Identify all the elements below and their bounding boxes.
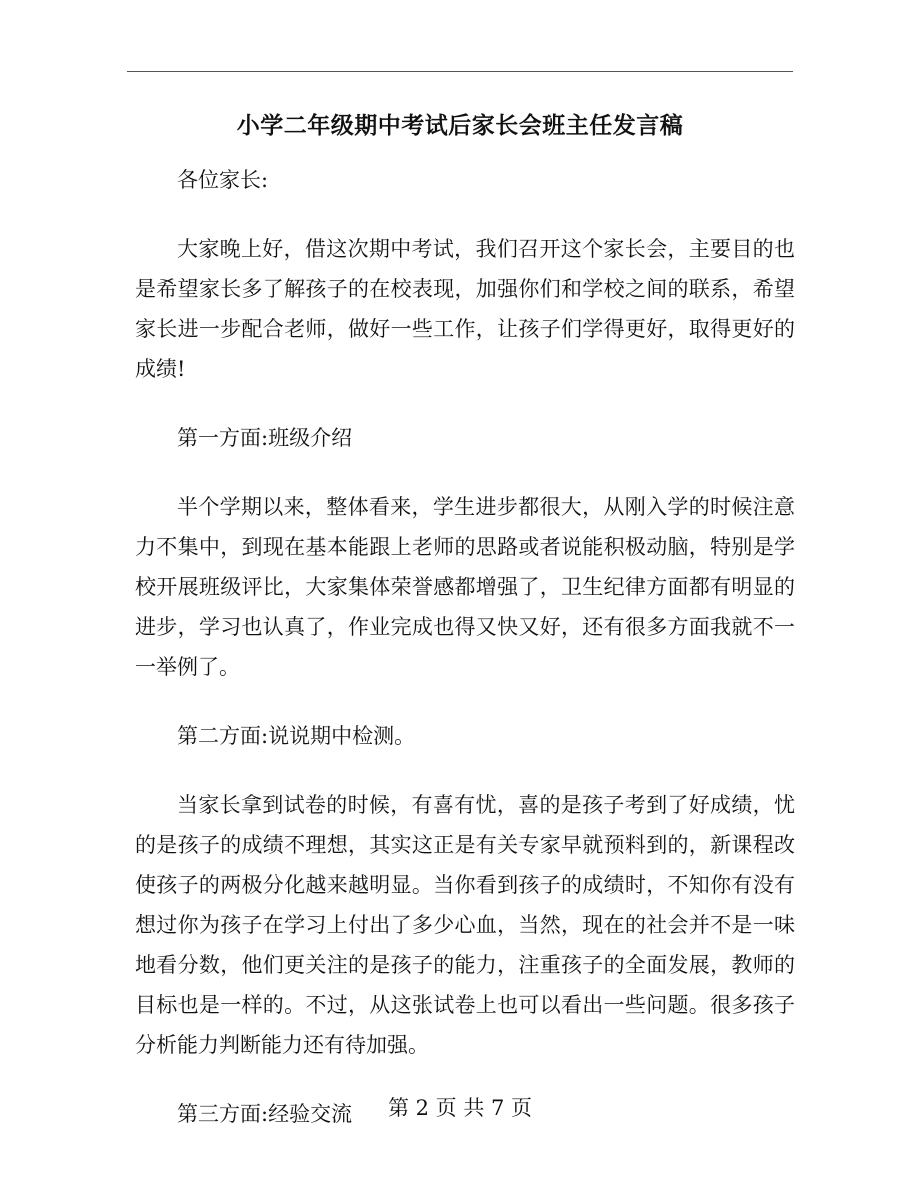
header-rule (127, 71, 793, 72)
document-title: 小学二年级期中考试后家长会班主任发言稿 (236, 112, 684, 139)
document-body (135, 160, 795, 1163)
paragraph-intro: 大家晚上好，借这次期中考试，我们召开这个家长会，主要目的也是希望家长多了解孩子的在校表现，加强你们和学校之间的联系，希望家长进一步配合老师，做好一些工作，让孩子们学得更好，取得更好的成绩! (135, 237, 795, 381)
section-heading-class-intro: 第一方面:班级介绍 (177, 426, 353, 450)
paragraph-class-intro: 半个学期以来，整体看来，学生进步都很大，从刚入学的时候注意力不集中，到现在基本能跟上老师的思路或者说能积极动脑，特别是学校开展班级评比，大家集体荣誉感都增强了，卫生纪律方面都有明显的进步，学习也认真了，作业完成也得又快又好，还有很多方面我就不一一举例了。 (135, 495, 795, 679)
section-heading-experience: 第三方面:经验交流 (177, 1102, 353, 1126)
page-number: 第 2 页 共 7 页 (387, 1096, 533, 1120)
paragraph-midterm: 当家长拿到试卷的时候，有喜有忧，喜的是孩子考到了好成绩，忧的是孩子的成绩不理想，其实这正是有关专家早就预料到的，新课程改使孩子的两极分化越来越明显。当你看到孩子的成绩时，不知你有没有想过你为孩子在学习上付出了多少心血，当然，现在的社会并不是一味地看分数，他们更关注的是孩子的能力，注重孩子的全面发展，教师的目标也是一样的。不过，从这张试卷上也可以看出一些问题。很多孩子分析能力判断能力还有待加强。 (135, 793, 795, 1057)
paragraph-salutation: 各位家长: (177, 168, 269, 192)
section-heading-midterm: 第二方面:说说期中检测。 (177, 724, 416, 748)
